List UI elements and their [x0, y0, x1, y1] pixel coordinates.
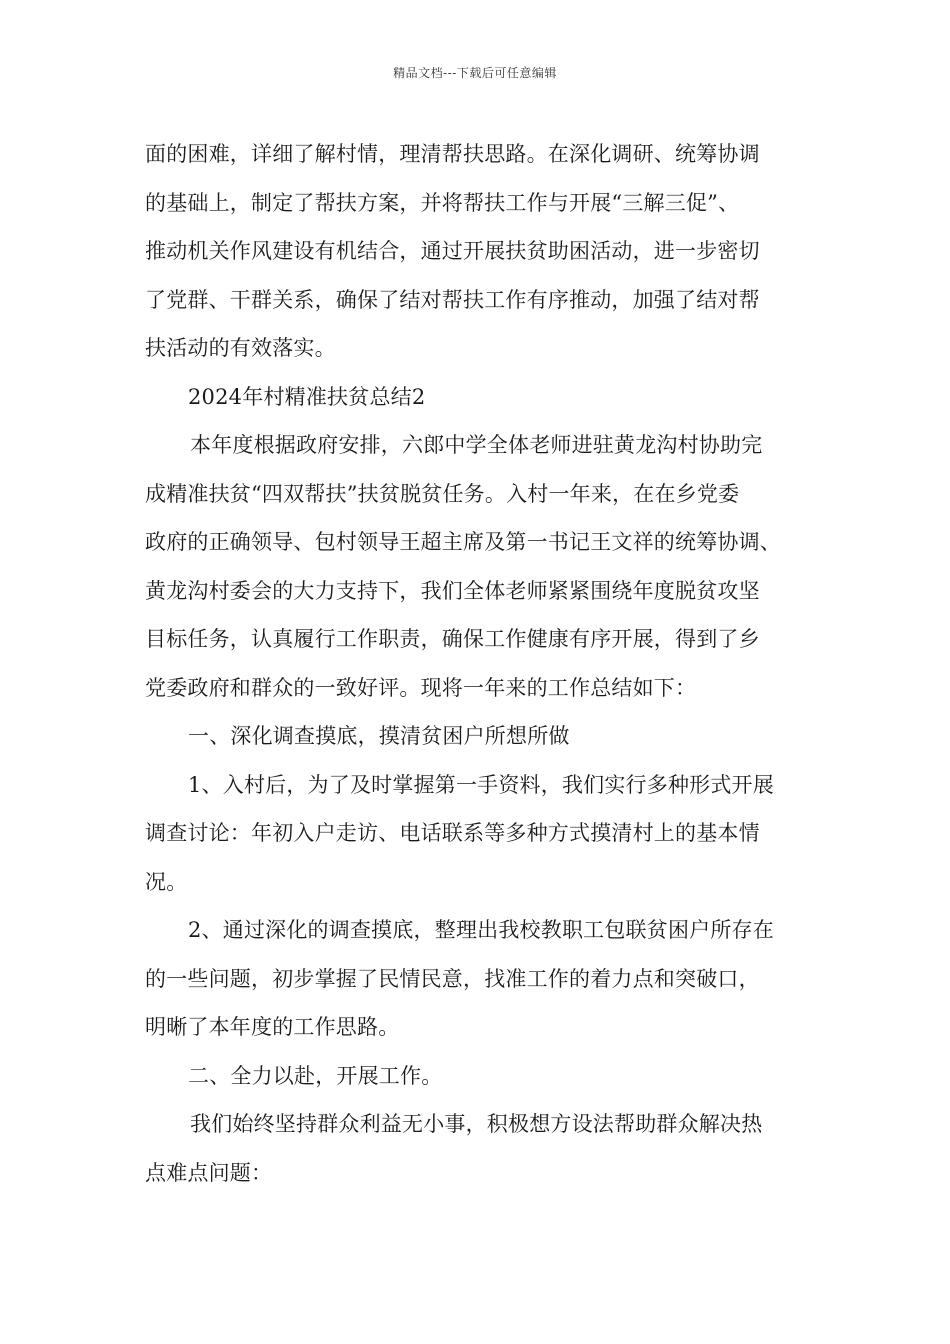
section-heading: 一、深化调查摸底，摸清贫困户所想所做: [188, 724, 570, 748]
section-title: 2024年村精准扶贫总结2: [188, 384, 426, 409]
text-line: 2、通过深化的调查摸底，整理出我校教职工包联贫困户所存在: [188, 918, 774, 942]
text-line: 面的困难，详细了解村情，理清帮扶思路。在深化调研、统筹协调: [145, 142, 760, 166]
text-line: 明晰了本年度的工作思路。: [145, 1015, 400, 1039]
text-line: 政府的正确领导、包村领导王超主席及第一书记王文祥的统筹协调、: [145, 530, 781, 554]
text-line: 扶活动的有效落实。: [145, 336, 336, 360]
text-line: 成精准扶贫“四双帮扶”扶贫脱贫任务。入村一年来，在在乡党委: [145, 481, 740, 506]
text-line: 推动机关作风建设有机结合，通过开展扶贫助困活动，进一步密切: [145, 239, 760, 263]
section-heading: 二、全力以赴，开展工作。: [188, 1063, 443, 1088]
text-line: 况。: [145, 869, 188, 894]
document-body: [145, 130, 835, 1197]
text-line: 本年度根据政府安排，六郎中学全体老师进驻黄龙沟村协助完: [190, 433, 763, 457]
text-line: 目标任务，认真履行工作职责，确保工作健康有序开展，得到了乡: [145, 627, 760, 651]
text-line: 的基础上，制定了帮扶方案，并将帮扶工作与开展“三解三促”、: [145, 190, 740, 215]
text-line: 的一些问题，初步掌握了民情民意，找准工作的着力点和突破口，: [145, 966, 760, 991]
text-line: 1、入村后，为了及时掌握第一手资料，我们实行多种形式开展: [188, 772, 774, 797]
page-header: 精品文档---下载后可任意编辑: [393, 66, 557, 80]
text-line: 调查讨论：年初入户走访、电话联系等多种方式摸清村上的基本情: [145, 821, 760, 845]
text-line: 点难点问题：: [145, 1160, 273, 1185]
text-line: 了党群、干群关系，确保了结对帮扶工作有序推动，加强了结对帮: [145, 287, 760, 312]
text-line: 我们始终坚持群众利益无小事，积极想方设法帮助群众解决热: [190, 1112, 763, 1136]
text-line: 黄龙沟村委会的大力支持下，我们全体老师紧紧围绕年度脱贫攻坚: [145, 578, 760, 603]
text-line: 党委政府和群众的一致好评。现将一年来的工作总结如下：: [145, 675, 697, 700]
